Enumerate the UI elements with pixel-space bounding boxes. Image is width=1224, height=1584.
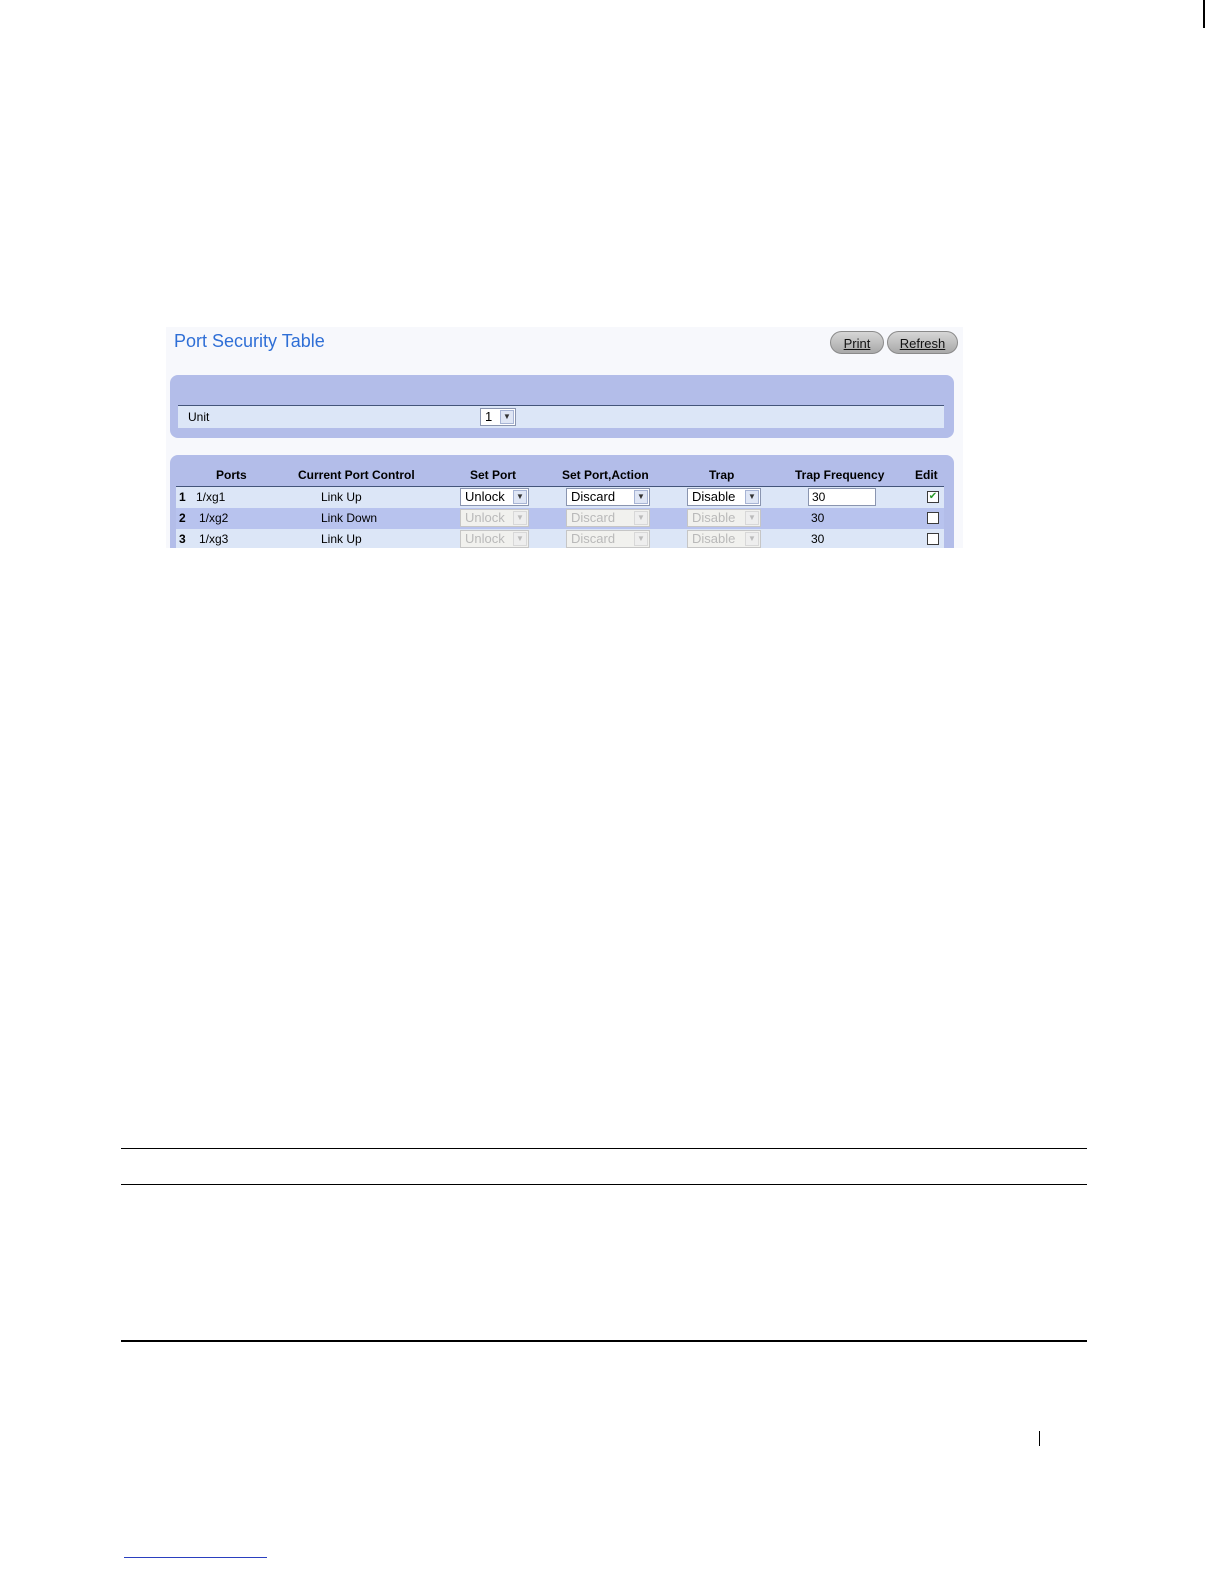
- port-name: 1/xg1: [196, 490, 226, 504]
- chevron-down-icon: ▼: [634, 490, 648, 504]
- trap-frequency-input[interactable]: 30: [808, 488, 876, 506]
- chevron-down-icon: ▼: [745, 511, 759, 525]
- set-port-select[interactable]: [460, 488, 529, 506]
- set-port-action-value: Discard: [571, 489, 616, 504]
- set-port-value: Unlock: [465, 531, 505, 546]
- table-rule-top: [121, 1148, 1087, 1149]
- row-number: 1: [179, 490, 186, 504]
- set-port-action-select: [566, 530, 650, 548]
- header-trap: Trap: [709, 468, 735, 482]
- table-rule-middle: [121, 1184, 1087, 1185]
- chevron-down-icon: ▼: [745, 490, 759, 504]
- checkmark-icon: ✔: [928, 491, 938, 502]
- footer-link-underline: [124, 1557, 267, 1558]
- header-edit: Edit: [915, 468, 938, 482]
- chevron-down-icon: ▼: [513, 490, 527, 504]
- trap-value: Disable: [692, 531, 736, 546]
- current-port-control: Link Down: [321, 511, 378, 525]
- chevron-down-icon: ▼: [745, 532, 759, 546]
- print-button[interactable]: Print: [830, 331, 884, 354]
- chevron-down-icon: ▼: [634, 532, 648, 546]
- header-set-port: Set Port: [470, 468, 517, 482]
- page-title: Port Security Table: [174, 331, 325, 351]
- port-security-screenshot: [166, 327, 963, 548]
- edit-checkbox[interactable]: [927, 491, 939, 503]
- set-port-action-value: Discard: [571, 531, 616, 546]
- set-port-select: [460, 509, 529, 527]
- trap-value: Disable: [692, 510, 736, 525]
- table-row: [176, 508, 944, 529]
- edit-checkbox[interactable]: [927, 533, 939, 545]
- trap-select[interactable]: [687, 488, 761, 506]
- current-port-control: Link Up: [321, 490, 362, 504]
- trap-value: Disable: [692, 489, 736, 504]
- port-table-panel: [170, 455, 954, 548]
- table-row: [176, 487, 944, 508]
- set-port-value: Unlock: [465, 489, 505, 504]
- trap-select: [687, 530, 761, 548]
- set-port-value: Unlock: [465, 510, 505, 525]
- unit-panel: [170, 375, 954, 438]
- unit-select-value: 1: [485, 409, 493, 424]
- row-number: 2: [179, 511, 186, 525]
- page-edge-line: [1203, 0, 1205, 28]
- refresh-button[interactable]: Refresh: [887, 331, 958, 354]
- chevron-down-icon: ▼: [513, 511, 527, 525]
- table-rule-bottom: [121, 1340, 1087, 1342]
- set-port-select: [460, 530, 529, 548]
- unit-label: Unit: [188, 410, 210, 424]
- table-row: [176, 529, 944, 548]
- set-port-action-select[interactable]: [566, 488, 650, 506]
- chevron-down-icon: ▼: [634, 511, 648, 525]
- edit-checkbox[interactable]: [927, 512, 939, 524]
- trap-frequency-value: 30: [811, 511, 825, 525]
- page-number-divider: [1039, 1431, 1040, 1446]
- chevron-down-icon: ▼: [500, 410, 514, 424]
- trap-frequency-value: 30: [811, 532, 825, 546]
- unit-select[interactable]: [480, 408, 516, 426]
- header-trap-frequency: Trap Frequency: [795, 468, 885, 482]
- set-port-action-value: Discard: [571, 510, 616, 525]
- set-port-action-select: [566, 509, 650, 527]
- chevron-down-icon: ▼: [513, 532, 527, 546]
- header-set-port-action: Set Port,Action: [562, 468, 649, 482]
- trap-select: [687, 509, 761, 527]
- port-name: 1/xg2: [199, 511, 229, 525]
- port-name: 1/xg3: [199, 532, 229, 546]
- header-ports: Ports: [216, 468, 247, 482]
- row-number: 3: [179, 532, 186, 546]
- header-current-port-control: Current Port Control: [298, 468, 415, 482]
- current-port-control: Link Up: [321, 532, 362, 546]
- unit-row: [178, 405, 944, 428]
